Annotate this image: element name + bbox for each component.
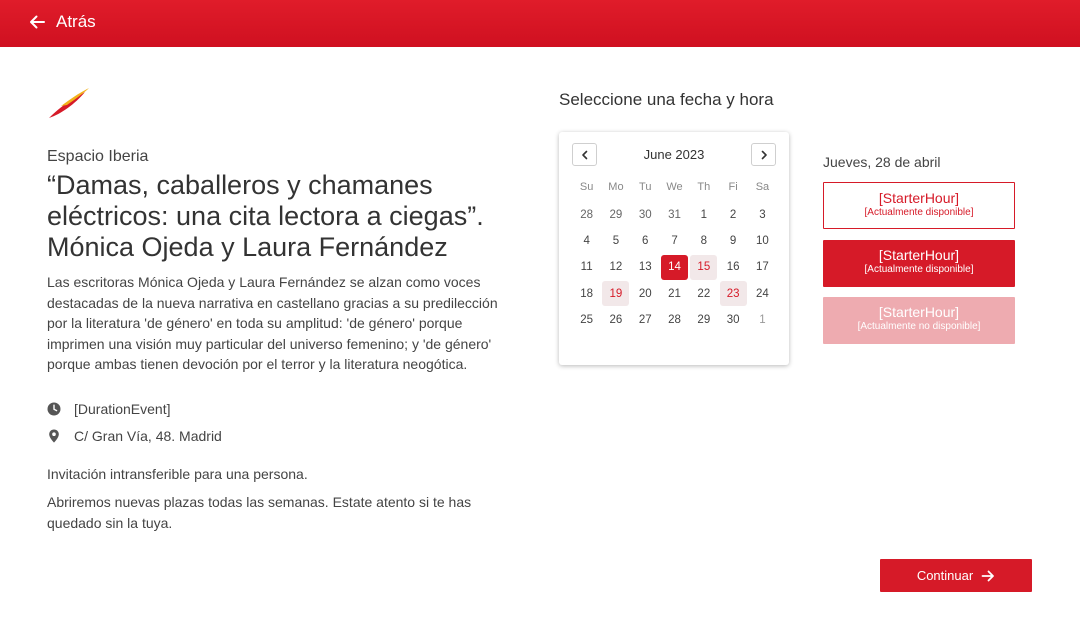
- time-slot-2[interactable]: [823, 240, 1015, 287]
- calendar-day[interactable]: [631, 202, 660, 228]
- weekday-label: Sa: [755, 181, 770, 193]
- calendar-day-label: 7: [671, 235, 678, 248]
- calendar-day-label: 12: [609, 261, 623, 274]
- calendar-day[interactable]: [748, 254, 777, 280]
- time-slot-3: [823, 297, 1015, 344]
- calendar-day-label: 5: [612, 235, 620, 248]
- calendar-day-label: 14: [661, 255, 688, 280]
- calendar-day[interactable]: [572, 281, 601, 307]
- slot-hour: [StarterHour]: [878, 304, 960, 320]
- calendar-day[interactable]: [601, 254, 630, 280]
- calendar-day-label: 19: [602, 281, 629, 306]
- event-description: Las escritoras Mónica Ojeda y Laura Fernández se alzan como voces destacadas de la nueva narrativa en castellano gracias a su predilección por la literatura 'de género' en toda su amplitud: 'de género' porque imprimen una visión muy particular del universo femenino; y 'de género' porque ambas tienen devoción por el terror y la literatura neogótica.: [47, 274, 498, 372]
- calendar-day[interactable]: [631, 228, 660, 254]
- weekday-label: Mo: [608, 181, 624, 193]
- calendar-day[interactable]: [601, 202, 630, 228]
- new-slots-note: Abriremos nuevas plazas todas las semanas. Estate atento si te has quedado sin la tuya.: [47, 494, 472, 531]
- section-title: Seleccione una fecha y hora: [559, 90, 774, 109]
- arrow-left-icon: [28, 13, 46, 31]
- invitation-note: Invitación intransferible para una persona.: [47, 466, 308, 482]
- top-bar: [0, 0, 1080, 47]
- calendar-day-label: 1: [700, 209, 708, 222]
- calendar-day-label: 15: [690, 255, 717, 280]
- calendar-day[interactable]: [572, 228, 601, 254]
- calendar-day[interactable]: [601, 307, 630, 333]
- calendar-day[interactable]: [631, 281, 660, 307]
- event-space: Espacio Iberia: [47, 148, 149, 165]
- weekday-label: Su: [579, 181, 594, 193]
- calendar-day[interactable]: [689, 281, 718, 307]
- calendar-day-label: 1: [759, 313, 766, 326]
- weekday-label: Th: [697, 181, 711, 193]
- event-title: “Damas, caballeros y chamanes eléctricos: una cita lectora a ciegas”. Mónica Ojeda y Laura Fernández: [47, 170, 484, 262]
- calendar-day[interactable]: [572, 254, 601, 280]
- back-label: Atrás: [56, 12, 96, 31]
- slot-hour: [StarterHour]: [878, 247, 960, 263]
- calendar-day-label: 31: [668, 209, 681, 222]
- calendar-day[interactable]: [748, 307, 777, 333]
- calendar-day[interactable]: [689, 228, 718, 254]
- calendar-day-label: 2: [729, 209, 737, 222]
- calendar-day-available[interactable]: [601, 281, 630, 307]
- calendar-day-label: 16: [726, 261, 740, 274]
- calendar-day-label: 29: [697, 313, 711, 326]
- calendar-day-label: 29: [609, 209, 623, 222]
- weekday-label: Fi: [728, 181, 738, 193]
- calendar-day-label: 17: [756, 261, 769, 274]
- calendar-day-label: 13: [638, 261, 652, 274]
- slot-status: [Actualmente disponible]: [864, 264, 974, 275]
- calendar-day-label: 6: [642, 235, 649, 248]
- slot-hour: [StarterHour]: [878, 190, 960, 206]
- iberia-logo-icon: [47, 86, 91, 120]
- calendar-day-label: 3: [759, 209, 766, 222]
- calendar-day[interactable]: [748, 228, 777, 254]
- calendar-day[interactable]: [631, 254, 660, 280]
- next-month-button[interactable]: [751, 143, 776, 166]
- calendar-day[interactable]: [601, 228, 630, 254]
- weekday-label: Tu: [639, 181, 652, 193]
- duration-text: [DurationEvent]: [74, 401, 171, 417]
- calendar-day[interactable]: [748, 202, 777, 228]
- calendar-day-label: 24: [756, 287, 769, 300]
- calendar-day-label: 28: [580, 209, 594, 222]
- calendar-day-label: 22: [697, 287, 711, 300]
- location-text: C/ Gran Vía, 48. Madrid: [74, 428, 222, 444]
- slot-status: [Actualmente no disponible]: [857, 321, 981, 332]
- calendar-day-label: 30: [726, 313, 740, 326]
- calendar-day[interactable]: [718, 202, 747, 228]
- weekday-label: We: [666, 181, 683, 193]
- chevron-right-icon: [759, 150, 769, 160]
- calendar-day-label: 30: [638, 209, 652, 222]
- calendar-day-label: 18: [580, 287, 594, 300]
- calendar-day[interactable]: [689, 202, 718, 228]
- calendar: [559, 132, 789, 365]
- calendar-day[interactable]: [660, 307, 689, 333]
- slot-status: [Actualmente disponible]: [864, 207, 974, 218]
- calendar-day[interactable]: [689, 307, 718, 333]
- calendar-day[interactable]: [718, 228, 747, 254]
- calendar-day-label: 27: [638, 313, 652, 326]
- calendar-day[interactable]: [572, 307, 601, 333]
- arrow-right-icon: [981, 569, 995, 583]
- calendar-day[interactable]: [660, 228, 689, 254]
- calendar-day-label: 20: [638, 287, 652, 300]
- duration-row: [47, 401, 171, 417]
- calendar-day-label: 25: [580, 313, 594, 326]
- calendar-day-selected[interactable]: [660, 254, 689, 280]
- calendar-day[interactable]: [718, 254, 747, 280]
- calendar-day-label: 10: [756, 235, 769, 248]
- weekday-header: [572, 181, 777, 193]
- calendar-day[interactable]: [718, 307, 747, 333]
- clock-icon: [47, 402, 61, 416]
- calendar-day-label: 4: [583, 235, 590, 248]
- calendar-days-grid: [572, 202, 777, 333]
- calendar-day[interactable]: [660, 281, 689, 307]
- calendar-day[interactable]: [748, 281, 777, 307]
- calendar-day-label: 28: [668, 313, 681, 326]
- calendar-day-label: 9: [729, 235, 737, 248]
- continue-button[interactable]: [880, 559, 1032, 592]
- calendar-day-label: 8: [700, 235, 708, 248]
- map-pin-icon: [47, 429, 61, 443]
- calendar-day-label: 23: [720, 281, 747, 306]
- calendar-day[interactable]: [631, 307, 660, 333]
- calendar-day-label: 26: [609, 313, 623, 326]
- calendar-day[interactable]: [572, 202, 601, 228]
- calendar-day-available[interactable]: [689, 254, 718, 280]
- calendar-day[interactable]: [660, 202, 689, 228]
- calendar-day-label: 11: [580, 261, 593, 274]
- selected-date-label: Jueves, 28 de abril: [823, 154, 941, 170]
- calendar-day-available[interactable]: [718, 281, 747, 307]
- back-button[interactable]: [28, 12, 96, 32]
- continue-label: Continuar: [916, 568, 974, 583]
- location-row: [47, 428, 222, 444]
- calendar-day-label: 21: [668, 287, 681, 300]
- time-slot-1[interactable]: [823, 182, 1015, 229]
- calendar-month-label: June 2023: [643, 147, 705, 162]
